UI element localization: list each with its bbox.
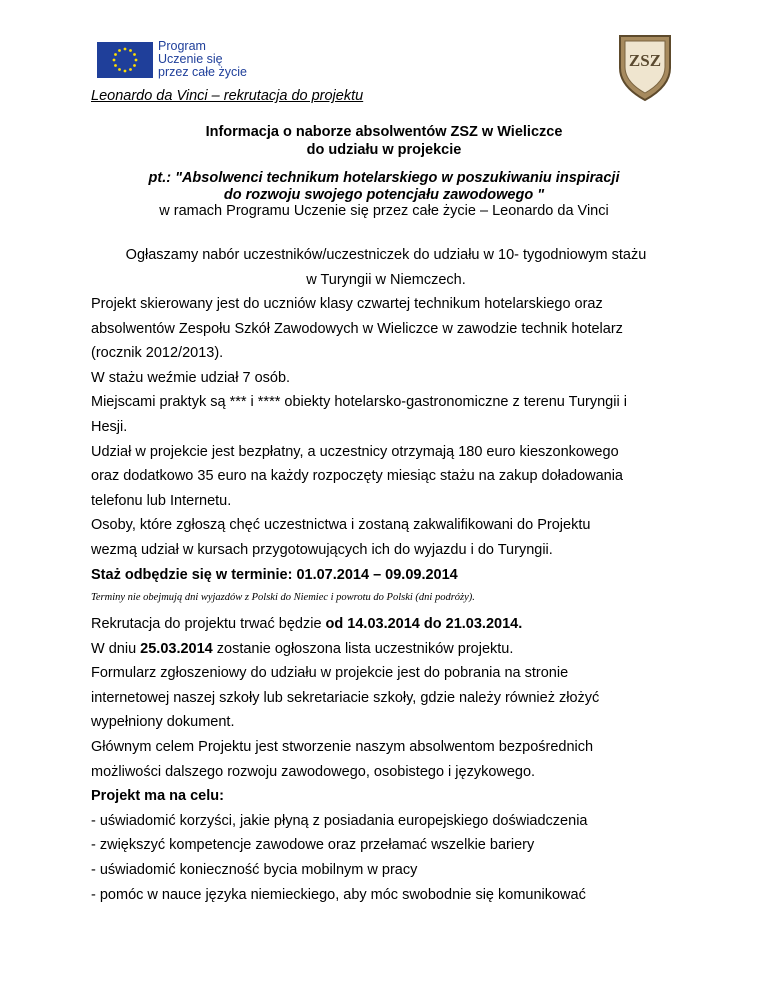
paragraph-line: internetowej naszej szkoły lub sekretariacie szkoły, gdzie należy również złożyć: [91, 689, 600, 706]
recruitment-body: [91, 612, 691, 907]
school-crest-text: ZSZ: [628, 51, 662, 70]
aims-heading: Projekt ma na celu:: [91, 788, 224, 805]
paragraph-line: absolwentów Zespołu Szkół Zawodowych w Wieliczce w zawodzie technik hotelarz: [91, 320, 623, 337]
recruitment-text: Rekrutacja do projektu trwać będzie: [91, 616, 326, 632]
paragraph-line: W stażu weźmie udział 7 osób.: [91, 369, 291, 386]
paragraph-line: Osoby, które zgłoszą chęć uczestnictwa i zostaną zakwalifikowani do Projektu: [91, 517, 591, 534]
paragraph-line: telefonu lub Internetu.: [91, 492, 232, 509]
paragraph-line: możliwości dalszego rozwoju zawodowego, osobistego i językowego.: [91, 763, 536, 780]
list-text-pre: W dniu: [91, 640, 141, 657]
header-link[interactable]: Leonardo da Vinci – rekrutacja do projektu: [91, 88, 364, 104]
school-crest-logo: [616, 30, 674, 102]
main-body: [91, 292, 691, 609]
list-text-post: zostanie ogłoszona lista uczestników projektu.: [212, 640, 514, 657]
internship-term: Staż odbędzie się w terminie: 01.07.2014 – 09.09.2014: [91, 566, 458, 583]
subtitle-line-1: pt.: "Absolwenci technikum hotelarskiego w poszukiwaniu inspiracji: [148, 170, 620, 186]
program-name: [158, 40, 247, 79]
program-line-2: Uczenie się: [158, 52, 223, 66]
intro-line-1: Ogłaszamy nabór uczestników/uczestniczek do udziału w 10- tygodniowym stażu: [125, 247, 647, 263]
aim-item: - pomóc w nauce języka niemieckiego, aby móc swobodnie się komunikować: [91, 886, 586, 903]
recruitment-dates: od 14.03.2014 do 21.03.2014.: [325, 616, 523, 632]
paragraph-line: Miejscami praktyk są *** i **** obiekty hotelarsko-gastronomiczne z terenu Turyngii i: [91, 394, 627, 411]
intro-line-2: w Turyngii w Niemczech.: [306, 271, 466, 288]
term-note: Terminy nie obejmują dni wyjazdów z Polski do Niemiec i powrotu do Polski (dni podróży).: [91, 592, 475, 604]
title-line-1: Informacja o naborze absolwentów ZSZ w Wieliczce: [205, 124, 563, 140]
list-date: 25.03.2014: [140, 640, 213, 657]
program-line-3: przez całe życie: [158, 65, 247, 79]
title-line-2: do udziału w projekcie: [306, 142, 462, 158]
list-announcement: [91, 637, 691, 662]
aim-item: - uświadomić konieczność bycia mobilnym w pracy: [91, 861, 418, 878]
paragraph-line: Projekt skierowany jest do uczniów klasy czwartej technikum hotelarskiego oraz: [91, 296, 603, 312]
paragraph-line: Głównym celem Projektu jest stworzenie naszym absolwentom bezpośrednich: [91, 738, 594, 755]
paragraph-line: wypełniony dokument.: [91, 714, 235, 731]
paragraph-line: oraz dodatkowo 35 euro na każdy rozpoczęty miesiąc stażu na zakup doładowania: [91, 468, 623, 485]
eu-flag-icon: [97, 42, 153, 78]
aim-item: - zwiększyć kompetencje zawodowe oraz przełamać wszelkie bariery: [91, 837, 535, 854]
paragraph-line: wezmą udział w kursach przygotowujących ich do wyjazdu i do Turyngii.: [91, 541, 553, 558]
recruitment-period: [91, 612, 691, 637]
paragraph-line: (rocznik 2012/2013).: [91, 345, 224, 362]
subtitle-line-3: w ramach Programu Uczenie się przez całe życie – Leonardo da Vinci: [159, 203, 609, 219]
paragraph-line: Hesji.: [91, 418, 128, 435]
paragraph-line: Udział w projekcie jest bezpłatny, a uczestnicy otrzymają 180 euro kieszonkowego: [91, 443, 619, 460]
subtitle-line-2: do rozwoju swojego potencjału zawodowego ": [223, 187, 545, 203]
intro-block: [86, 243, 686, 292]
eu-program-logo: [97, 40, 247, 79]
aim-item: - uświadomić korzyści, jakie płyną z posiadania europejskiego doświadczenia: [91, 812, 588, 829]
program-line-1: Program: [158, 39, 206, 53]
paragraph-line: Formularz zgłoszeniowy do udziału w projekcie jest do pobrania na stronie: [91, 665, 569, 682]
